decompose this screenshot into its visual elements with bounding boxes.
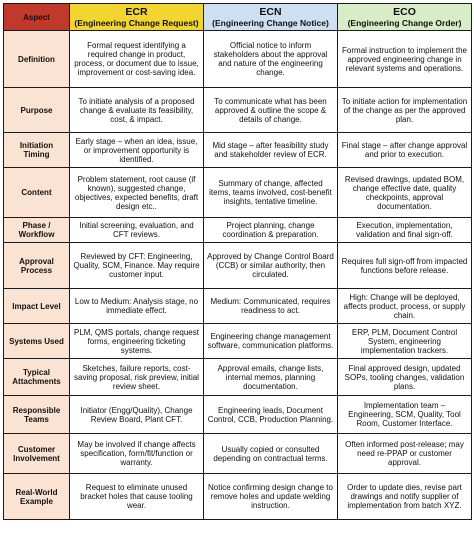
row-label: Content (4, 168, 70, 218)
ecr-full-name: (Engineering Change Request) (74, 18, 199, 28)
eco-cell: ERP, PLM, Document Control System, engineering implementation trackers. (338, 324, 472, 359)
row-label: Customer Involvement (4, 434, 70, 474)
row-label: Typical Attachments (4, 359, 70, 396)
ecr-abbr: ECR (125, 6, 148, 18)
row-responsible-teams (4, 396, 472, 434)
ecn-cell: Engineering leads, Document Control, CCB, Production Planning. (204, 396, 338, 434)
ecn-cell: Project planning, change coordination & preparation. (204, 218, 338, 243)
eco-full-name: (Engineering Change Order) (347, 18, 462, 28)
row-label: Real-World Example (4, 474, 70, 520)
ecn-header (204, 4, 338, 31)
eco-cell: Often informed post-release; may need re-PPAP or customer approval. (338, 434, 472, 474)
row-label: Systems Used (4, 324, 70, 359)
ecr-cell: Early stage – when an idea, issue, or improvement opportunity is identified. (70, 133, 204, 168)
row-label: Initiation Timing (4, 133, 70, 168)
ecn-abbr: ECN (259, 6, 282, 18)
ecn-cell: Engineering change management software, communication platforms. (204, 324, 338, 359)
ecn-cell: Official notice to inform stakeholders about the approval and nature of the engineering change. (204, 31, 338, 88)
ecr-cell: Problem statement, root cause (if known), suggested change, objectives, expected benefits, draft design etc.. (70, 168, 204, 218)
row-label: Purpose (4, 88, 70, 133)
row-label: Approval Process (4, 243, 70, 289)
header-row (4, 4, 472, 31)
ecn-cell: Approval emails, change lists, internal memos, planning documentation. (204, 359, 338, 396)
ecr-cell: Sketches, failure reports, cost-saving proposal, risk preview, initial review sheet. (70, 359, 204, 396)
ecn-cell: Notice confirming design change to remove holes and update welding instruction. (204, 474, 338, 520)
ecr-cell: To initiate analysis of a proposed change & evaluate its feasibility, cost, & impact. (70, 88, 204, 133)
eco-cell: Implementation team – Engineering, SCM, Quality, Tool Room, Customer Interface. (338, 396, 472, 434)
ecr-header (70, 4, 204, 31)
row-customer-involvement (4, 434, 472, 474)
row-impact-level (4, 289, 472, 324)
eco-cell: Revised drawings, updated BOM, change effective date, quality checkpoints, approval documentation. (338, 168, 472, 218)
eco-cell: To initiate action for implementation of the change as per the approved plan. (338, 88, 472, 133)
row-label: Definition (4, 31, 70, 88)
ecn-full-name: (Engineering Change Notice) (212, 18, 329, 28)
eco-cell: Order to update dies, revise part drawings and notify supplier of implementation from batch XYZ. (338, 474, 472, 520)
row-phase-workflow (4, 218, 472, 243)
eco-cell: Formal instruction to implement the approved engineering change in relevant systems and operations. (338, 31, 472, 88)
aspect-header: Aspect (4, 4, 70, 31)
ecn-cell: To communicate what has been approved & outline the scope & details of change. (204, 88, 338, 133)
eco-cell: Final stage – after change approval and prior to execution. (338, 133, 472, 168)
row-purpose (4, 88, 472, 133)
ecn-cell: Medium: Communicated, requires readiness to act. (204, 289, 338, 324)
eco-cell: Requires full sign-off from impacted functions before release. (338, 243, 472, 289)
eco-header (338, 4, 472, 31)
eco-cell: Final approved design, updated SOPs, tooling changes, validation plans. (338, 359, 472, 396)
comparison-table (3, 3, 472, 520)
ecn-cell: Usually copied or consulted depending on contractual terms. (204, 434, 338, 474)
ecr-cell: Request to eliminate unused bracket holes that cause tooling wear. (70, 474, 204, 520)
ecn-cell: Approved by Change Control Board (CCB) or similar authority, then circulated. (204, 243, 338, 289)
ecn-cell: Mid stage – after feasibility study and stakeholder review of ECR. (204, 133, 338, 168)
eco-cell: Execution, implementation, validation and final sign-off. (338, 218, 472, 243)
row-label: Responsible Teams (4, 396, 70, 434)
row-label: Impact Level (4, 289, 70, 324)
row-label: Phase / Workflow (4, 218, 70, 243)
ecr-cell: Reviewed by CFT: Engineering, Quality, SCM, Finance. May require customer input. (70, 243, 204, 289)
row-systems-used (4, 324, 472, 359)
ecn-cell: Summary of change, affected items, teams involved, cost-benefit insights, tentative timeline. (204, 168, 338, 218)
ecr-cell: Initiator (Engg/Quality), Change Review Board, Plant CFT. (70, 396, 204, 434)
row-typical-attachments (4, 359, 472, 396)
ecr-cell: Formal request identifying a required change in product, process, or document due to issue, improvement or cost-saving idea. (70, 31, 204, 88)
eco-cell: High: Change will be deployed, affects product, process, or supply chain. (338, 289, 472, 324)
ecr-cell: PLM, QMS portals, change request forms, engineering ticketing systems. (70, 324, 204, 359)
row-real-world-example (4, 474, 472, 520)
row-content (4, 168, 472, 218)
row-approval-process (4, 243, 472, 289)
ecr-cell: Initial screening, evaluation, and CFT reviews. (70, 218, 204, 243)
row-initiation-timing (4, 133, 472, 168)
eco-abbr: ECO (393, 6, 416, 18)
ecr-cell: Low to Medium: Analysis stage, no immediate effect. (70, 289, 204, 324)
ecr-cell: May be involved if change affects specification, form/fit/function or warranty. (70, 434, 204, 474)
row-definition (4, 31, 472, 88)
